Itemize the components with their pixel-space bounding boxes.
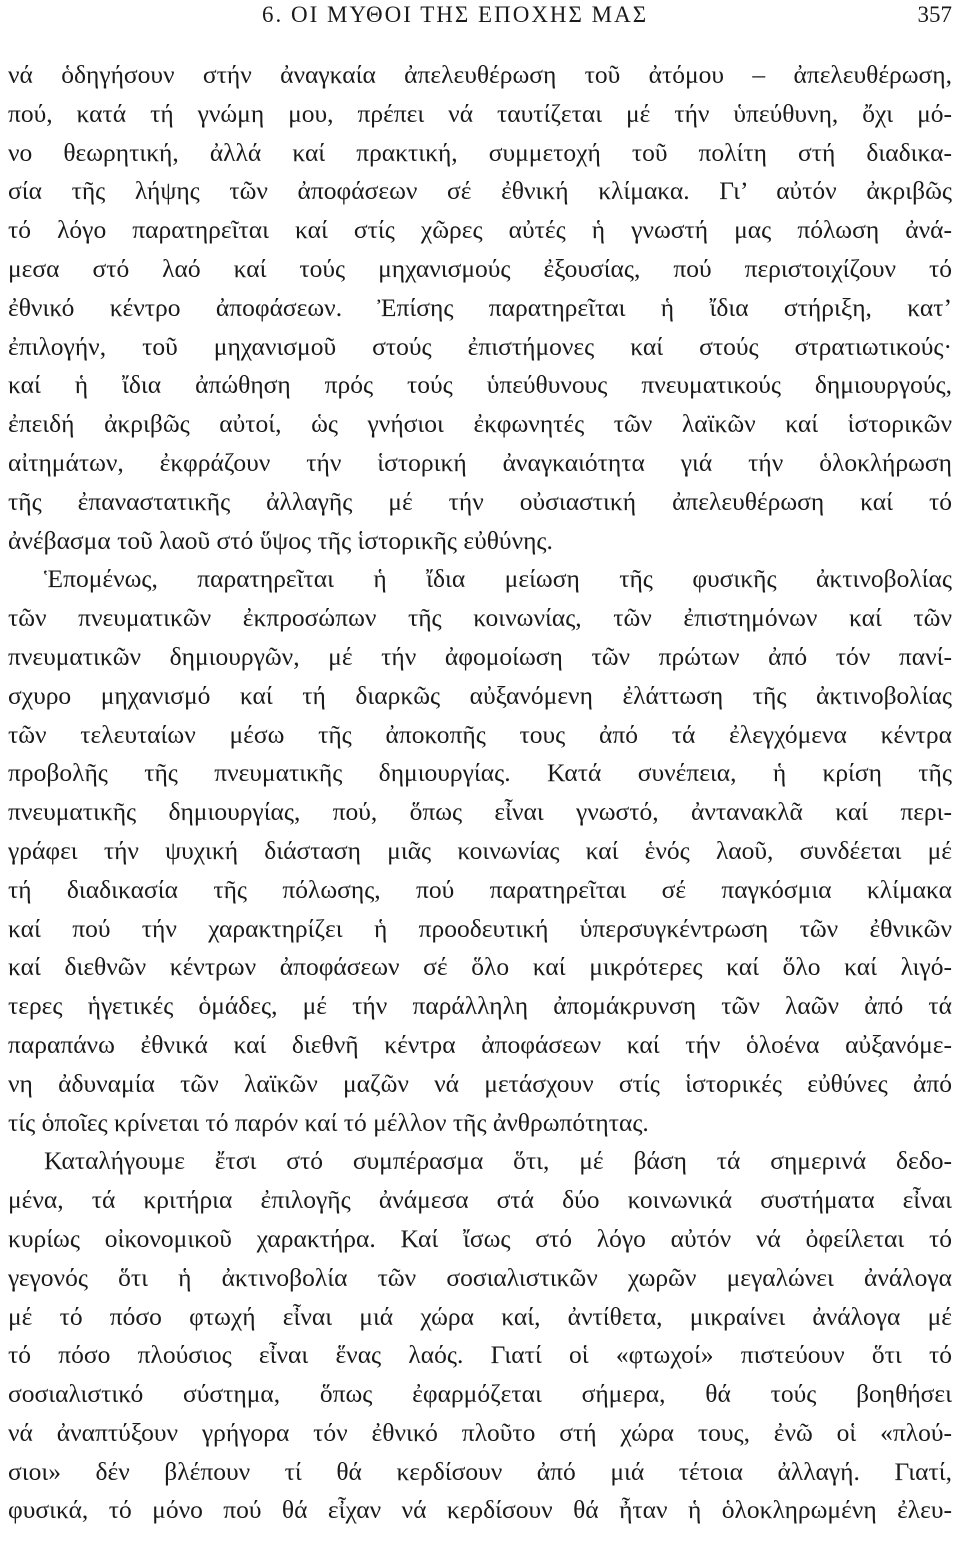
text-line: σία τῆς λήψης τῶν ἀποφάσεων σέ ἐθνική κλίμακα. Γι’ αὐτόν ἀκριβῶς	[8, 176, 952, 206]
text-line: μένα, τά κριτήρια ἐπιλογῆς ἀνάμεσα στά δύο κοινωνικά συστήματα εἶναι	[8, 1185, 952, 1215]
text-line: ἐπειδή ἀκριβῶς αὐτοί, ὡς γνήσιοι ἐκφωνητές τῶν λαϊκῶν καί ἱστορικῶν	[8, 409, 952, 439]
text-line: μεσα στό λαό καί τούς μηχανισμούς ἐξουσίας, πού περιστοιχίζουν τό	[8, 253, 952, 283]
text-line: ἐθνικό κέντρο ἀποφάσεων. Ἐπίσης παρατηρεῖται ἡ ἴδια στήριξη, κατ’	[8, 292, 952, 322]
text-line: νη ἀδυναμία τῶν λαϊκῶν μαζῶν νά μετάσχουν στίς ἱστορικές εὐθύνες ἀπό	[8, 1068, 952, 1098]
text-line: νά ὁδηγήσουν στήν ἀναγκαία ἀπελευθέρωση τοῦ ἀτόμου – ἀπελευθέρωση,	[8, 60, 952, 89]
text-line: ἐπιλογήν, τοῦ μηχανισμοῦ στούς ἐπιστήμονες καί στούς στρατιωτικούς·	[8, 331, 952, 361]
text-line: καί πού τήν χαρακτηρίζει ἡ προοδευτική ὑπερσυγκέντρωση τῶν ἐθνικῶν	[8, 913, 952, 943]
text-line: γεγονός ὅτι ἡ ἀκτινοβολία τῶν σοσιαλιστικῶν χωρῶν μεγαλώνει ἀνάλογα	[8, 1262, 952, 1292]
text-line: προβολῆς τῆς πνευματικῆς δημιουργίας. Κατά συνέπεια, ἡ κρίση τῆς	[8, 758, 952, 788]
text-line: καί διεθνῶν κέντρων ἀποφάσεων σέ ὅλο καί μικρότερες καί ὅλο καί λιγό-	[8, 952, 952, 982]
text-line: τερες ἡγετικές ὁμάδες, μέ τήν παράλληλη ἀπομάκρυνση τῶν λαῶν ἀπό τά	[8, 991, 952, 1021]
text-line: τίς ὁποῖες κρίνεται τό παρόν καί τό μέλλον τῆς ἀνθρωπότητας.	[8, 1107, 649, 1137]
body-text	[8, 56, 952, 1530]
text-line: κυρίως οἰκονομικοῦ χαρακτήρα. Καί ἴσως στό λόγο αὐτόν νά ὀφείλεται τό	[8, 1223, 952, 1253]
text-line: νο θεωρητική, ἀλλά καί πρακτική, συμμετοχή τοῦ πολίτη στή διαδικα-	[8, 137, 952, 167]
text-line: πνευματικῆς δημιουργίας, πού, ὅπως εἶναι γνωστό, ἀντανακλᾶ καί περι-	[8, 797, 952, 827]
text-line: τή διαδικασία τῆς πόλωσης, πού παρατηρεῖται σέ παγκόσμια κλίμακα	[8, 874, 952, 904]
text-line: Καταλήγουμε ἔτσι στό συμπέρασμα ὅτι, μέ βάση τά σημερινά δεδο-	[44, 1146, 952, 1176]
text-line: τό λόγο παρατηρεῖται καί στίς χῶρες αὐτές ἡ γνωστή μας πόλωση ἀνά-	[8, 215, 952, 245]
text-line: νά ἀναπτύξουν γρήγορα τόν ἐθνικό πλοῦτο στή χώρα τους, ἐνῶ οἱ «πλού-	[8, 1417, 952, 1447]
text-line: τῶν πνευματικῶν ἐκπροσώπων τῆς κοινωνίας, τῶν ἐπιστημόνων καί τῶν	[8, 603, 952, 633]
text-line: Ἑπομένως, παρατηρεῖται ἡ ἴδια μείωση τῆς φυσικῆς ἀκτινοβολίας	[44, 564, 952, 594]
text-line: καί ἡ ἴδια ἀπώθηση πρός τούς ὑπεύθυνους πνευματικούς δημιουργούς,	[8, 370, 952, 400]
text-line: τῶν τελευταίων μέσω τῆς ἀποκοπῆς τους ἀπό τά ἐλεγχόμενα κέντρα	[8, 719, 952, 749]
text-line: τό πόσο πλούσιος εἶναι ἕνας λαός. Γιατί οἱ «φτωχοί» πιστεύουν ὅτι τό	[8, 1340, 952, 1370]
text-line: φυσικά, τό μόνο πού θά εἶχαν νά κερδίσουν θά ἦταν ἡ ὁλοκληρωμένη ἐλευ-	[8, 1495, 952, 1525]
text-line: τῆς ἐπαναστατικῆς ἀλλαγῆς μέ τήν οὐσιαστική ἀπελευθέρωση καί τό	[8, 486, 952, 516]
text-line: αἰτημάτων, ἐκφράζουν τήν ἱστορική ἀναγκαιότητα γιά τήν ὁλοκλήρωση	[8, 447, 952, 477]
text-line: σοσιαλιστικό σύστημα, ὅπως ἐφαρμόζεται σήμερα, θά τούς βοηθήσει	[8, 1379, 952, 1409]
text-line: σχυρο μηχανισμό καί τή διαρκῶς αὐξανόμενη ἐλάττωση τῆς ἀκτινοβολίας	[8, 680, 952, 710]
page-header	[0, 0, 960, 40]
page-number: 357	[917, 2, 952, 27]
text-line: ἀνέβασμα τοῦ λαοῦ στό ὕψος τῆς ἱστορικῆς εὐθύνης.	[8, 525, 553, 555]
text-line: παραπάνω ἐθνικά καί διεθνῆ κέντρα ἀποφάσεων καί τήν ὁλοένα αὐξανόμε-	[8, 1029, 952, 1059]
text-line: πνευματικῶν δημιουργῶν, μέ τήν ἀφομοίωση τῶν πρώτων ἀπό τόν πανί-	[8, 641, 952, 671]
text-line: πού, κατά τή γνώμη μου, πρέπει νά ταυτίζεται μέ τήν ὑπεύθυνη, ὄχι μό-	[8, 98, 952, 128]
text-line: γράφει τήν ψυχική διάσταση μιᾶς κοινωνίας καί ἑνός λαοῦ, συνδέεται μέ	[8, 835, 952, 865]
text-line: σιοι» δέν βλέπουν τί θά κερδίσουν ἀπό μιά τέτοια ἀλλαγή. Γιατί,	[8, 1456, 952, 1486]
text-line: μέ τό πόσο φτωχή εἶναι μιά χώρα καί, ἀντίθετα, μικραίνει ἀνάλογα μέ	[8, 1301, 952, 1331]
running-head: 6. ΟΙ ΜΥΘΟΙ ΤΗΣ ΕΠΟΧΗΣ ΜΑΣ	[262, 2, 649, 27]
